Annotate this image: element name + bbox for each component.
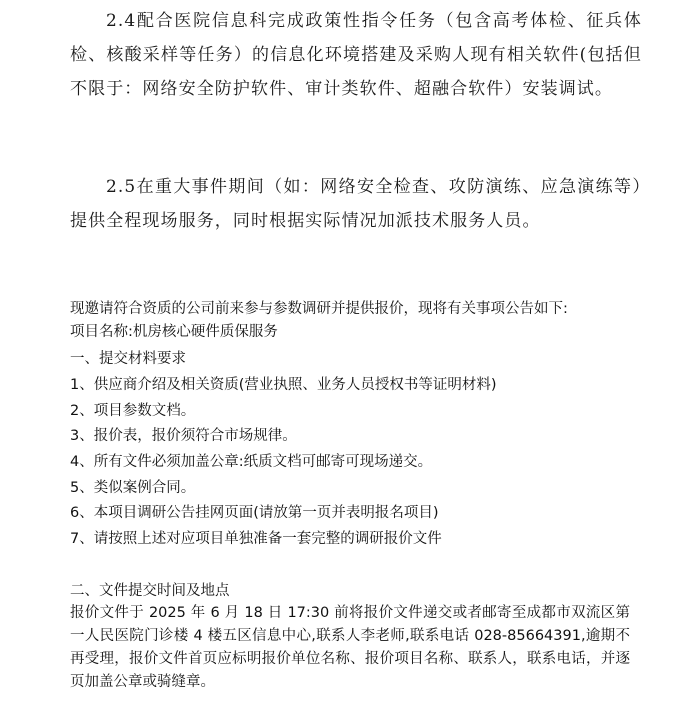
section-heading-submission: 二、文件提交时间及地点	[70, 583, 230, 599]
paragraph-2-5	[70, 170, 642, 238]
requirement-item: 1、供应商介绍及相关资质(营业执照、业务人员授权书等证明材料)	[70, 377, 497, 393]
paragraph-2-4-text: 2.4配合医院信息科完成政策性指令任务（包含高考体检、征兵体检、核酸采样等任务）的信息化环境搭建及采购人现有相关软件(包括但不限于：网络安全防护软件、审计类软件、超融合软件）安装调试。	[70, 11, 642, 99]
paragraph-2-5-text: 2.5在重大事件期间（如：网络安全检查、攻防演练、应急演练等）提供全程现场服务，同时根据实际情况加派技术服务人员。	[70, 177, 642, 231]
requirement-item: 7、请按照上述对应项目单独准备一套完整的调研报价文件	[70, 531, 442, 547]
requirement-item: 2、项目参数文档。	[70, 403, 196, 419]
requirement-item: 3、报价表，报价须符合市场规律。	[70, 428, 297, 444]
project-name: 项目名称:机房核心硬件质保服务	[70, 324, 278, 340]
requirement-item: 6、本项目调研公告挂网页面(请放第一页并表明报名项目)	[70, 505, 439, 521]
notice-intro: 现邀请符合资质的公司前来参与参数调研并提供报价，现将有关事项公告如下:	[70, 301, 568, 317]
submission-details: 报价文件于 2025 年 6 月 18 日 17:30 前将报价文件递交或者邮寄至成都市双流区第一人民医院门诊楼 4 楼五区信息中心,联系人李老师,联系电话 028-85664391,逾期不再受理，报价文件首页应标明报价单位名称、报价项目名称、联系人，联系电话，并逐页加盖公章或骑缝章。	[70, 605, 630, 690]
requirement-item: 4、所有文件必须加盖公章:纸质文档可邮寄可现场递交。	[70, 454, 433, 470]
requirement-item: 5、类似案例合同。	[70, 480, 196, 496]
section-heading-materials: 一、提交材料要求	[70, 351, 186, 367]
paragraph-2-4	[70, 4, 642, 106]
